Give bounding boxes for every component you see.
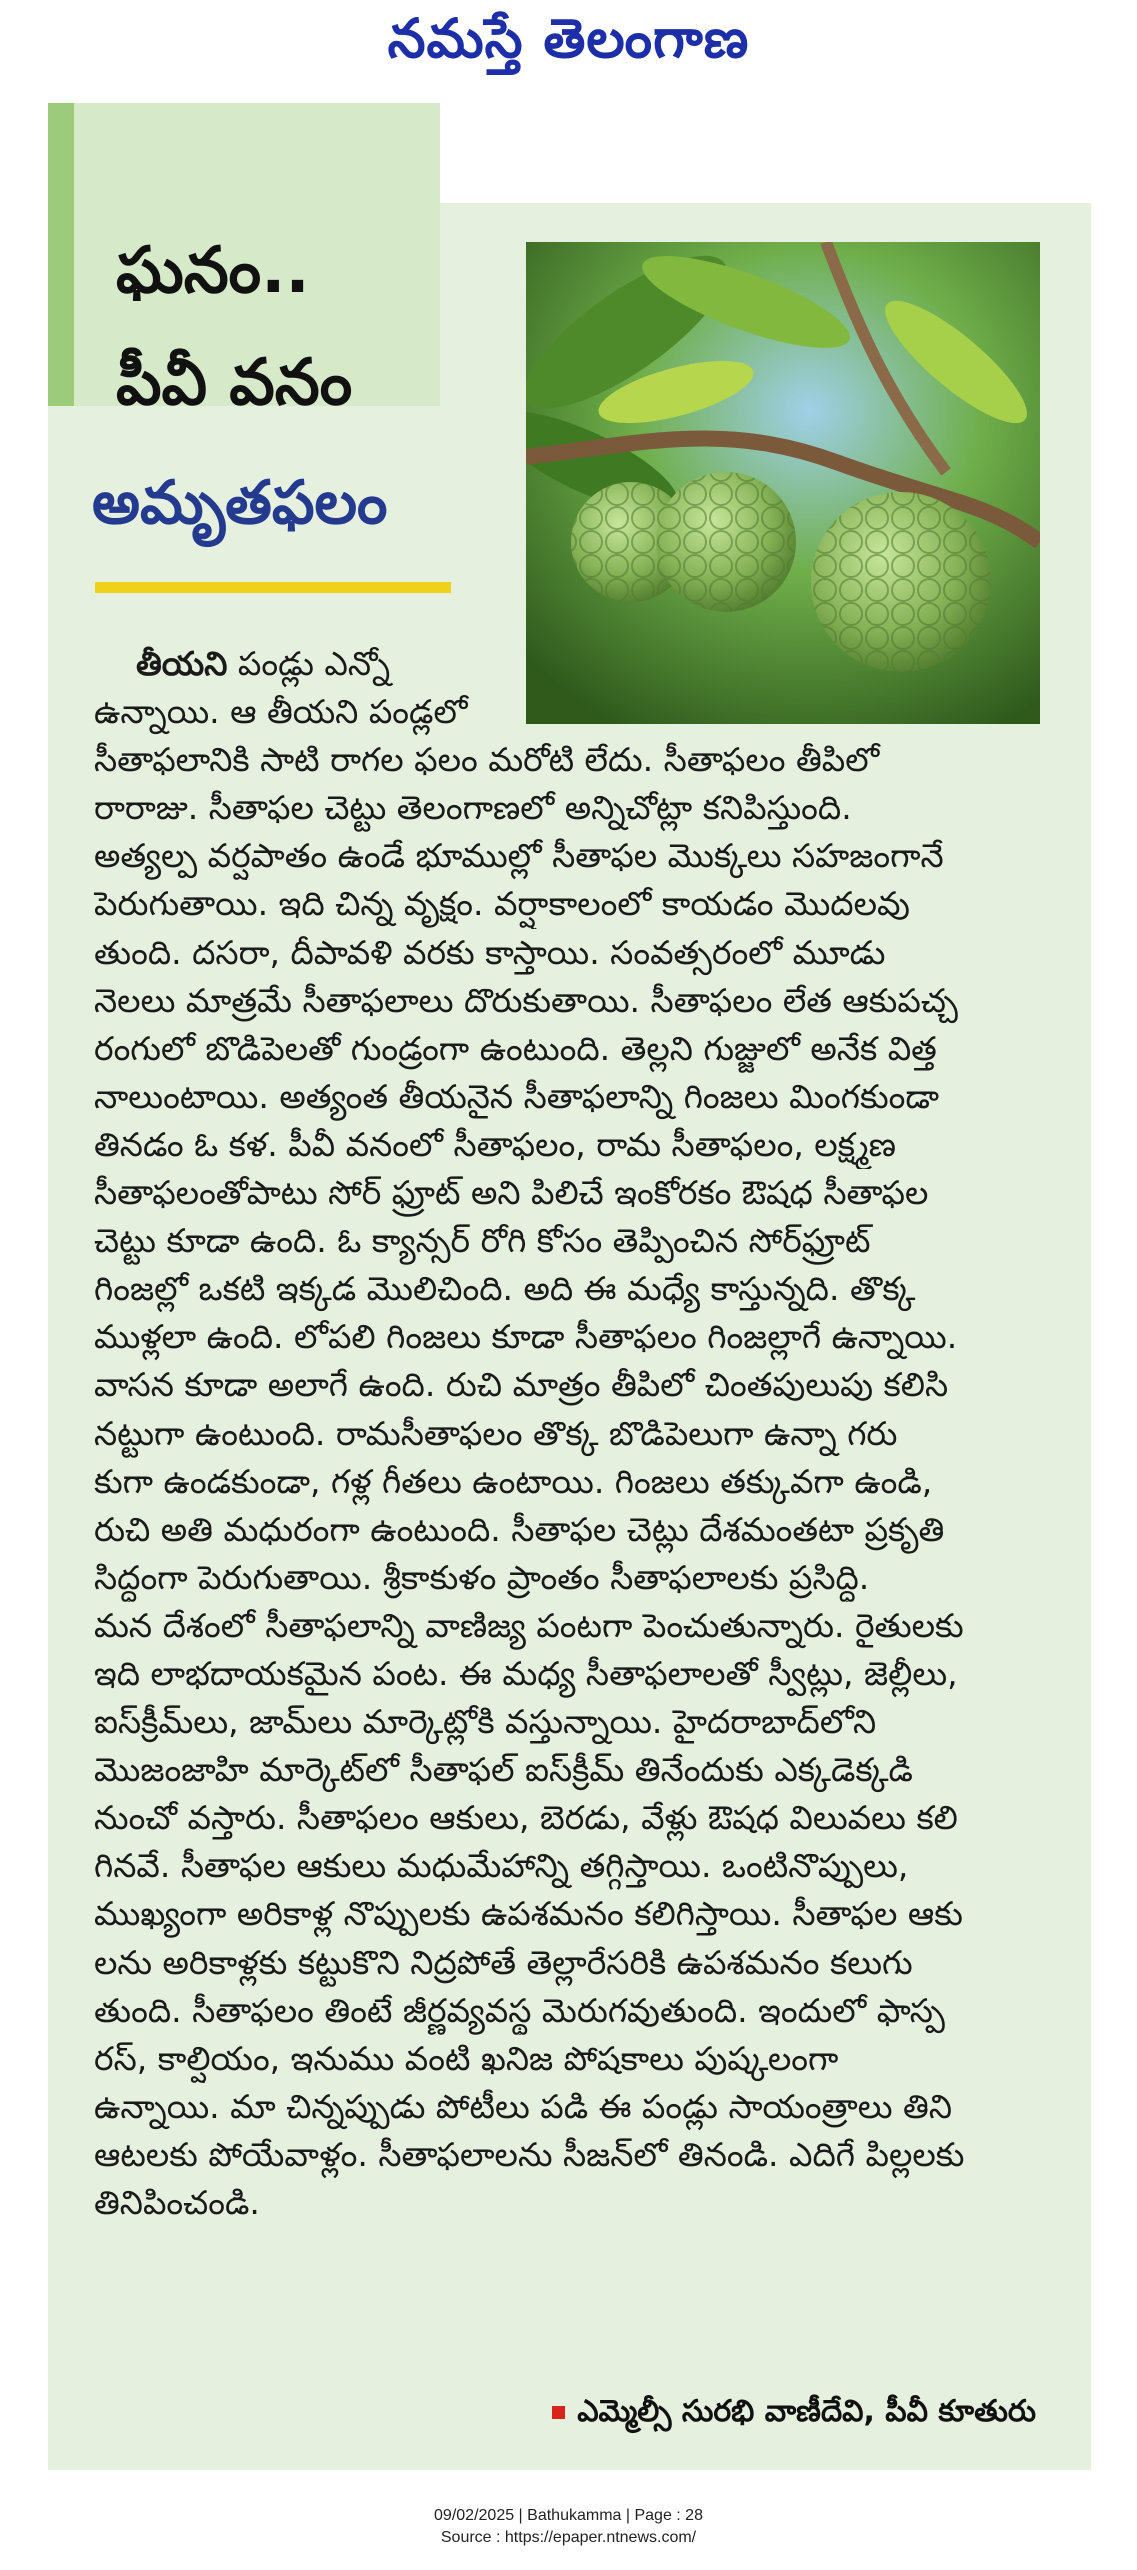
headline [116,215,436,439]
article-line: తినిపించండి. [94,2183,260,2222]
article-line: సీతాఫలంతోపాటు సోర్ ఫ్రూట్ అని పిలిచే ఇంకోరకం ఔషధ సీతాఫల [94,1173,929,1213]
article-line: తినడం ఓ కళ. పీవీ వనంలో సీతాఫలం, రామ సీతాఫలం, లక్ష్మణ [94,1124,897,1164]
article-line: సిద్ధంగా పెరుగుతాయి. శ్రీకాకుళం ప్రాంతం సీతాఫలాలకు ప్రసిద్ధి. [94,1557,870,1597]
article-line: ముఖ్యంగా అరికాళ్ల నొప్పులకు ఉపశమనం కలిగిస్తాయి. సీతాఫల ఆకు [94,1894,963,1934]
article-line: ఉన్నాయి. ఆ తీయని పండ్లలో [94,692,468,732]
article-line: కుగా ఉండకుండా, గళ్ల గీతలు ఉంటాయి. గింజలు తక్కువగా ఉండి, [94,1461,933,1501]
article-line: ముళ్లలా ఉంది. లోపలి గింజలు కూడా సీతాఫలం గింజల్లాగే ఉన్నాయి. [94,1317,958,1357]
article-line: రుచి అతి మధురంగా ఉంటుంది. సీతాఫల చెట్లు దేశమంతటా ప్రకృతి [94,1509,945,1549]
headline-line-1: ఘనం.. [116,234,310,308]
article-line: నాలుంటాయి. అత్యంత తీయనైన సీతాఫలాన్ని గింజలు మింగకుండా [94,1076,940,1116]
article-line: వాసన కూడా అలాగే ఉంది. రుచి మాత్రం తీపిలో చింతపులుపు కలిసి [94,1365,949,1405]
article-line: తీయని పండ్లు ఎన్నో [136,644,391,683]
article-line: ఐస్‌క్రీమ్‌లు, జామ్‌లు మార్కెట్లోకి వస్తున్నాయి. హైదరాబాద్‌లోని [94,1702,877,1742]
article-line: గినవే. సీతాఫల ఆకులు మధుమేహాన్ని తగ్గిస్తాయి. ఒంటినొప్పులు, [94,1846,909,1886]
headline-line-2: పీవీ వనం [116,346,353,420]
article-line: అత్యల్ప వర్షపాతం ఉండే భూముల్లో సీతాఫల మొక్కలు సహజంగానే [94,836,944,876]
article-line: పెరుగుతాయి. ఇది చిన్న వృక్షం. వర్షాకాలంలో కాయడం మొదలవు [94,884,910,924]
article-line: ఉన్నాయి. మా చిన్నప్పుడు పోటీలు పడి ఈ పండ్లు సాయంత్రాలు తిని [94,2086,952,2126]
bullet-square-icon [552,2406,565,2419]
article-line: నట్టుగా ఉంటుంది. రామసీతాఫలం తొక్క బొడిపెలుగా ఉన్నా గరు [94,1413,898,1453]
article-line: నెలలు మాత్రమే సీతాఫలాలు దొరుకుతాయి. సీతాఫలం లేత ఆకుపచ్చ [94,980,958,1020]
article-line: గింజల్లో ఒకటి ఇక్కడ మొలిచింది. అది ఈ మధ్యే కాస్తున్నది. తొక్క [94,1269,916,1309]
subtitle-underline [95,582,451,593]
article-line: మన దేశంలో సీతాఫలాన్ని వాణిజ్య పంటగా పెంచుతున్నారు. రైతులకు [94,1605,964,1645]
article-line: సీతాఫలానికి సాటి రాగల ఫలం మరోటి లేదు. సీతాఫలం తీపిలో [94,740,880,780]
article-line: రస్, కాల్షియం, ఇనుము వంటి ఖనిజ పోషకాలు పుష్కలంగా [94,2038,839,2078]
article-line: చెట్టు కూడా ఉంది. ఓ క్యాన్సర్ రోగి కోసం తెప్పించిన సోర్‌ఫ్రూట్ [94,1221,871,1261]
newspaper-logo: నమస్తే తెలంగాణ [387,6,750,70]
byline [536,2394,1036,2436]
article-line: ఇది లాభదాయకమైన పంట. ఈ మధ్య సీతాఫలాలతో స్వీట్లు, జెల్లీలు, [94,1653,958,1693]
page-footer [0,2505,1137,2549]
banner-accent-bar [48,103,74,406]
article-line: ఆటలకు పోయేవాళ్లం. సీతాఫలాలను సీజన్‌లో తినండి. ఎదిగే పిల్లలకు [94,2134,965,2174]
article-line: రారాజు. సీతాఫల చెట్టు తెలంగాణలో అన్నిచోట్లా కనిపిస్తుంది. [94,788,852,828]
footer-meta: 09/02/2025 | Bathukamma | Page : 28 [434,2507,703,2524]
article-line: రంగులో బొడిపెలతో గుండ్రంగా ఉంటుంది. తెల్లని గుజ్జులో అనేక విత్త [94,1028,937,1068]
article-line: మొజంజాహి మార్కెట్‌లో సీతాఫల్ ఐస్‌క్రీమ్ తినేందుకు ఎక్కడెక్కడి [94,1750,913,1790]
article-line: లను అరికాళ్లకు కట్టుకొని నిద్రపోతే తెల్లారేసరికి ఉపశమనం కలుగు [94,1942,913,1982]
article-line: తుంది. దసరా, దీపావళి వరకు కాస్తాయి. సంవత్సరంలో మూడు [94,932,886,972]
masthead [0,0,1137,80]
subtitle: అమృతఫలం [92,468,388,538]
article-line: తుంది. సీతాఫలం తింటే జీర్ణవ్యవస్థ మెరుగవుతుంది. ఇందులో ఫాస్ప [94,1990,945,2030]
article-body [94,640,1044,2227]
byline-text: ఎమ్మెల్సీ సురభి వాణీదేవి, పీవీ కూతురు [577,2394,1036,2429]
article-line: నుంచో వస్తారు. సీతాఫలం ఆకులు, బెరడు, వేళ్లు ఔషధ విలువలు కలి [94,1798,958,1838]
footer-source: Source : https://epaper.ntnews.com/ [440,2529,697,2546]
